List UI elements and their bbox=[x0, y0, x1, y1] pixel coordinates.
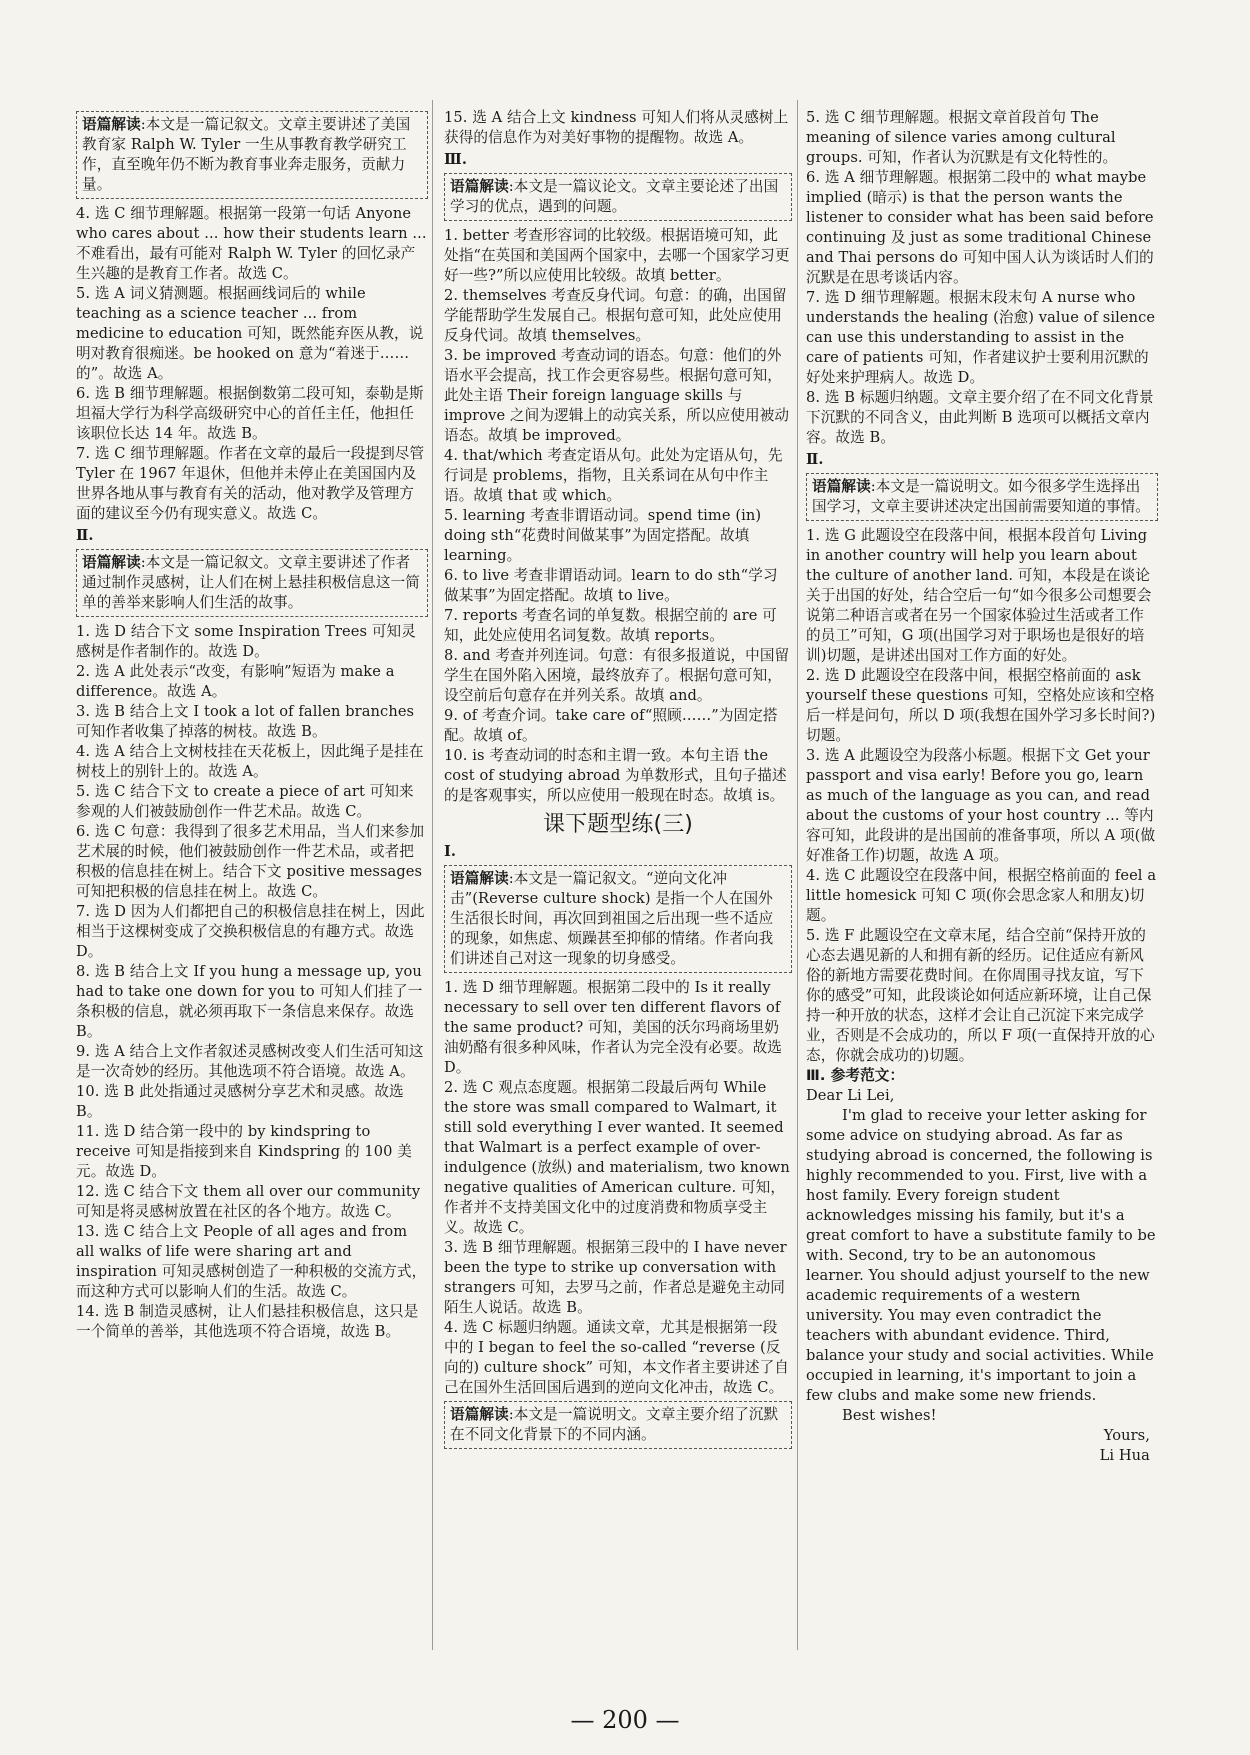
answer-item: 9. 选 A 结合上文作者叙述灵感树改变人们生活可知这是一次奇妙的经历。其他选项不符合语境。故选 A。 bbox=[76, 1043, 424, 1080]
section-numeral: Ⅰ. bbox=[444, 843, 457, 860]
answer-list bbox=[806, 108, 1158, 448]
answer-list bbox=[806, 526, 1158, 1066]
answer-item: 5. 选 A 词义猜测题。根据画线词后的 while teaching as a science teacher ... from medicine to education 可知，既然能弃医从教，说明对教育很痴迷。be hooked on 意为“着迷于……的”。故选 A。 bbox=[76, 285, 424, 382]
answer-item: 4. 选 C 细节理解题。根据第一段第一句话 Anyone who cares about ... how their students learn ... 不难看出，最有可能对 Ralph W. Tyler 的回忆录产生兴趣的是教育工作者。故选 C。 bbox=[76, 205, 427, 282]
column-separator-left bbox=[432, 100, 433, 1650]
passage-note-box bbox=[444, 865, 792, 973]
section-title: 课下题型练(三) bbox=[543, 812, 693, 837]
essay-signature: Li Hua bbox=[1099, 1447, 1150, 1464]
essay-heading: Ⅲ. 参考范文： bbox=[806, 1067, 905, 1084]
answer-list bbox=[444, 226, 792, 806]
answer-item: 9. of 考查介词。take care of“照顾……”为固定搭配。故填 of。 bbox=[444, 707, 778, 744]
answer-item: 7. reports 考查名词的单复数。根据空前的 are 可知，此处应使用名词复数。故填 reports。 bbox=[444, 607, 777, 644]
answer-item: 3. be improved 考查动词的语态。句意：他们的外语水平会提高，找工作会更容易些。根据句意可知，此处主语 Their foreign language skills 与 improve 之间为逻辑上的动宾关系，所以应使用被动语态。故填 be improved。 bbox=[444, 347, 790, 444]
answer-item: 12. 选 C 结合下文 them all over our community 可知是将灵感树放置在社区的各个地方。故选 C。 bbox=[76, 1183, 421, 1220]
answer-item: 13. 选 C 结合上文 People of all ages and from all walks of life were sharing art and inspiration 可知灵感树创造了一种积极的交流方式，而这种方式可以影响人们的生活。故选 C。 bbox=[76, 1223, 427, 1300]
answer-item: 4. 选 C 标题归纳题。通读文章，尤其是根据第一段中的 I began to feel the so-called “reverse (反向的) culture shock” 可知，本文作者主要讲述了自己在国外生活回国后遇到的逆向文化冲击，故选 C。 bbox=[444, 1319, 789, 1396]
answer-list bbox=[76, 204, 428, 524]
essay-closing: Best wishes! bbox=[842, 1407, 937, 1424]
answer-item: 10. is 考查动词的时态和主谓一致。本句主语 the cost of studying abroad 为单数形式，且句子描述的是客观事实，所以应使用一般现在时态。故填 is。 bbox=[444, 747, 787, 804]
passage-note-text: :本文是一篇记叙文。文章主要讲述了美国教育家 Ralph W. Tyler 一生从事教育教学研究工作，直至晚年仍不断为教育事业奔走服务，贡献力量。 bbox=[82, 116, 411, 193]
answer-item: 5. 选 F 此题设空在文章末尾，结合空前“保持开放的心态去遇见新的人和拥有新的经历。记住适应有新风俗的新地方需要花费时间。在你周围寻找友谊，写下你的感受”可知，此段谈论如何适应新环境，让自己保持一种开放的状态，这样才会让自己沉淀下来完成学业，否则是不会成功的，所以 F 项(一直保持开放的心态，你就会成功的)切题。 bbox=[806, 927, 1155, 1064]
essay-greeting: Dear Li Lei, bbox=[806, 1087, 895, 1104]
answer-item: 3. 选 B 细节理解题。根据第三段中的 I have never been the type to strike up conversation with strangers 可知，去罗马之前，作者总是避免主动同陌生人说话。故选 B。 bbox=[444, 1239, 787, 1316]
answer-item: 4. 选 C 此题设空在段落中间，根据空格前面的 feel a little homesick 可知 C 项(你会思念家人和朋友)切题。 bbox=[806, 867, 1157, 924]
column-separator-right bbox=[797, 100, 798, 1650]
passage-note-label: 语篇解读 bbox=[450, 178, 509, 195]
answer-item: 3. 选 A 此题设空为段落小标题。根据下文 Get your passport and visa early! Before you go, learn as much of the language as you can, and read about the customs of your host country ... 等内容可知，此段讲的是出国前的准备事项，所以 A 项(做好准备工作)切题，故选 A 项。 bbox=[806, 747, 1156, 864]
passage-note-text: :本文是一篇说明文。如今很多学生选择出国学习，文章主要讲述决定出国前需要知道的事情。 bbox=[812, 478, 1150, 515]
answer-item: 1. 选 G 此题设空在段落中间，根据本段首句 Living in another country will help you learn about the culture of another land. 可知，本段是在谈论关于出国的好处，结合空后一句“如今很多公司想要会说第二种语言或者在另一个国家体验过生活或者工作的员工”可知，G 项(出国学习对于职场也是很好的培训)切题，是讲述出国对工作方面的好处。 bbox=[806, 527, 1152, 664]
essay-sign-off: Yours, bbox=[1103, 1427, 1150, 1444]
passage-note-box bbox=[76, 111, 428, 199]
answer-item: 6. to live 考查非谓语动词。learn to do sth“学习做某事”为固定搭配。故填 to live。 bbox=[444, 567, 778, 604]
answer-list bbox=[444, 978, 792, 1398]
answer-item: 8. 选 B 结合上文 If you hung a message up, you had to take one down for you to 可知人们挂了一条积极的信息，就必须再取下一条信息来保存。故选 B。 bbox=[76, 963, 423, 1040]
answer-item: 4. that/which 考查定语从句。此处为定语从句，先行词是 problems，指物，且关系词在从句中作主语。故填 that 或 which。 bbox=[444, 447, 783, 504]
answer-item: 10. 选 B 此处指通过灵感树分享艺术和灵感。故选 B。 bbox=[76, 1083, 404, 1120]
passage-note-label: 语篇解读 bbox=[82, 116, 141, 133]
answer-item: 1. better 考查形容词的比较级。根据语境可知，此处指“在英国和美国两个国家中，去哪一个国家学习更好一些?”所以应使用比较级。故填 better。 bbox=[444, 227, 790, 284]
answer-item: 8. and 考查并列连词。句意：有很多报道说，中国留学生在国外陷入困境，最终放弃了。根据句意可知，设空前后句意存在并列关系。故填 and。 bbox=[444, 647, 790, 704]
answer-list bbox=[76, 622, 428, 1342]
passage-note-box bbox=[76, 549, 428, 617]
essay-body: I'm glad to receive your letter asking for some advice on studying abroad. As far as studying abroad is concerned, the following is highly recommended to you. First, live with a host family. Every foreign student acknowledges missing his family, but it's a great comfort to have a substitute family to be with. Second, try to be an autonomous learner. You should adjust yourself to the new academic requirements of a western university. You may even contradict the teachers with abundant evidence. Third, balance your study and social activities. While occupied in learning, it's important to join a few clubs and make some new friends. bbox=[806, 1107, 1156, 1404]
passage-note-label: 语篇解读 bbox=[82, 554, 141, 571]
answer-item: 2. themselves 考查反身代词。句意：的确，出国留学能帮助学生发展自己。根据句意可知，此处应使用反身代词。故填 themselves。 bbox=[444, 287, 787, 344]
column-middle bbox=[444, 108, 792, 1454]
answer-item: 2. 选 A 此处表示“改变，有影响”短语为 make a difference。故选 A。 bbox=[76, 663, 395, 700]
section-numeral: Ⅱ. bbox=[76, 527, 94, 544]
answer-item: 8. 选 B 标题归纳题。文章主要介绍了在不同文化背景下沉默的不同含义，由此判断 B 选项可以概括文章内容。故选 B。 bbox=[806, 389, 1154, 446]
answer-item: 1. 选 D 细节理解题。根据第二段中的 Is it really necessary to sell over ten different flavors of the same product? 可知，美国的沃尔玛商场里奶油奶酪有很多种风味，作者认为完全没有必要。故选 D。 bbox=[444, 979, 782, 1076]
answer-item: 15. 选 A 结合上文 kindness 可知人们将从灵感树上获得的信息作为对美好事物的提醒物。故选 A。 bbox=[444, 109, 789, 146]
answer-item: 5. learning 考查非谓语动词。spend time (in) doing sth“花费时间做某事”为固定搭配。故填 learning。 bbox=[444, 507, 762, 564]
answer-item: 2. 选 C 观点态度题。根据第二段最后两句 While the store was small compared to Walmart, it still sold everything I ever wanted. It seemed that Walmart is a perfect example of over-indulgence (放纵) and materialism, two known negative qualities of American culture. 可知，作者并不支持美国文化中的过度消费和物质享受主义。故选 C。 bbox=[444, 1079, 790, 1236]
passage-note-label: 语篇解读 bbox=[450, 870, 509, 887]
answer-item: 14. 选 B 制造灵感树，让人们悬挂积极信息，这只是一个简单的善举，其他选项不符合语境，故选 B。 bbox=[76, 1303, 419, 1340]
passage-note-label: 语篇解读 bbox=[812, 478, 871, 495]
answer-item: 5. 选 C 结合下文 to create a piece of art 可知来参观的人们被鼓励创作一件艺术品。故选 C。 bbox=[76, 783, 414, 820]
passage-note-label: 语篇解读 bbox=[450, 1406, 509, 1423]
answer-item: 5. 选 C 细节理解题。根据文章首段首句 The meaning of silence varies among cultural groups. 可知，作者认为沉默是有文化特性的。 bbox=[806, 109, 1118, 166]
passage-note-box bbox=[444, 1401, 792, 1449]
column-left bbox=[76, 108, 428, 1342]
answer-item: 7. 选 D 因为人们都把自己的积极信息挂在树上，因此相当于这棵树变成了交换积极信息的有趣方式。故选 D。 bbox=[76, 903, 425, 960]
passage-note-text: :本文是一篇议论文。文章主要论述了出国学习的优点，遇到的问题。 bbox=[450, 178, 779, 215]
answer-item: 1. 选 D 结合下文 some Inspiration Trees 可知灵感树是作者制作的。故选 D。 bbox=[76, 623, 416, 660]
answer-item: 11. 选 D 结合第一段中的 by kindspring to receive 可知是指接到来自 Kindspring 的 100 美元。故选 D。 bbox=[76, 1123, 412, 1180]
passage-note-box bbox=[806, 473, 1158, 521]
section-numeral: Ⅱ. bbox=[806, 451, 824, 468]
answer-item: 7. 选 D 细节理解题。根据末段末句 A nurse who understands the healing (治愈) value of silence can use this understanding to assist in the care of patients 可知，作者建议护士要利用沉默的好处来护理病人。故选 D。 bbox=[806, 289, 1156, 386]
answer-item: 2. 选 D 此题设空在段落中间，根据空格前面的 ask yourself these questions 可知，空格处应该和空格后一样是问句，所以 D 项(我想在国外学习多长时间?)切题。 bbox=[806, 667, 1156, 744]
passage-note-text: :本文是一篇记叙文。文章主要讲述了作者通过制作灵感树，让人们在树上悬挂积极信息这一简单的善举来影响人们生活的故事。 bbox=[82, 554, 420, 611]
answer-item: 6. 选 A 细节理解题。根据第二段中的 what maybe implied (暗示) is that the person wants the listener to consider what has been said before continuing 及 just as some traditional Chinese and Thai persons do 可知中国人认为谈话时人们的沉默是在思考谈话内容。 bbox=[806, 169, 1154, 286]
answer-item: 7. 选 C 细节理解题。作者在文章的最后一段提到尽管 Tyler 在 1967 年退休，但他并未停止在美国国内及世界各地从事与教育有关的活动，他对教学及管理方面的建议至今仍有现实意义。故选 C。 bbox=[76, 445, 425, 522]
column-right bbox=[806, 108, 1158, 1466]
answer-item: 3. 选 B 结合上文 I took a lot of fallen branches 可知作者收集了掉落的树枝。故选 B。 bbox=[76, 703, 415, 740]
answer-item: 4. 选 A 结合上文树枝挂在天花板上，因此绳子是挂在树枝上的别针上的。故选 A。 bbox=[76, 743, 424, 780]
page-number: — 200 — bbox=[570, 1706, 680, 1734]
section-numeral: Ⅲ. bbox=[444, 151, 468, 168]
passage-note-box bbox=[444, 173, 792, 221]
passage-note-text: :本文是一篇说明文。文章主要介绍了沉默在不同文化背景下的不同内涵。 bbox=[450, 1406, 779, 1443]
sample-essay bbox=[806, 1066, 1158, 1466]
answer-item: 6. 选 B 细节理解题。根据倒数第二段可知，泰勒是斯坦福大学行为科学高级研究中心的首任主任，他担任该职位长达 14 年。故选 B。 bbox=[76, 385, 424, 442]
answer-item: 6. 选 C 句意：我得到了很多艺术用品，当人们来参加艺术展的时候，他们被鼓励创作一件艺术品，或者把积极的信息挂在树上。结合下文 positive messages 可知把积极的信息挂在树上。故选 C。 bbox=[76, 823, 425, 900]
passage-note-text: :本文是一篇记叙文。“逆向文化冲击”(Reverse culture shock) 是指一个人在国外生活很长时间，再次回到祖国之后出现一些不适应的现象，如焦虑、烦躁甚至抑郁的情绪。作者向我们讲述自己对这一现象的切身感受。 bbox=[450, 870, 774, 967]
